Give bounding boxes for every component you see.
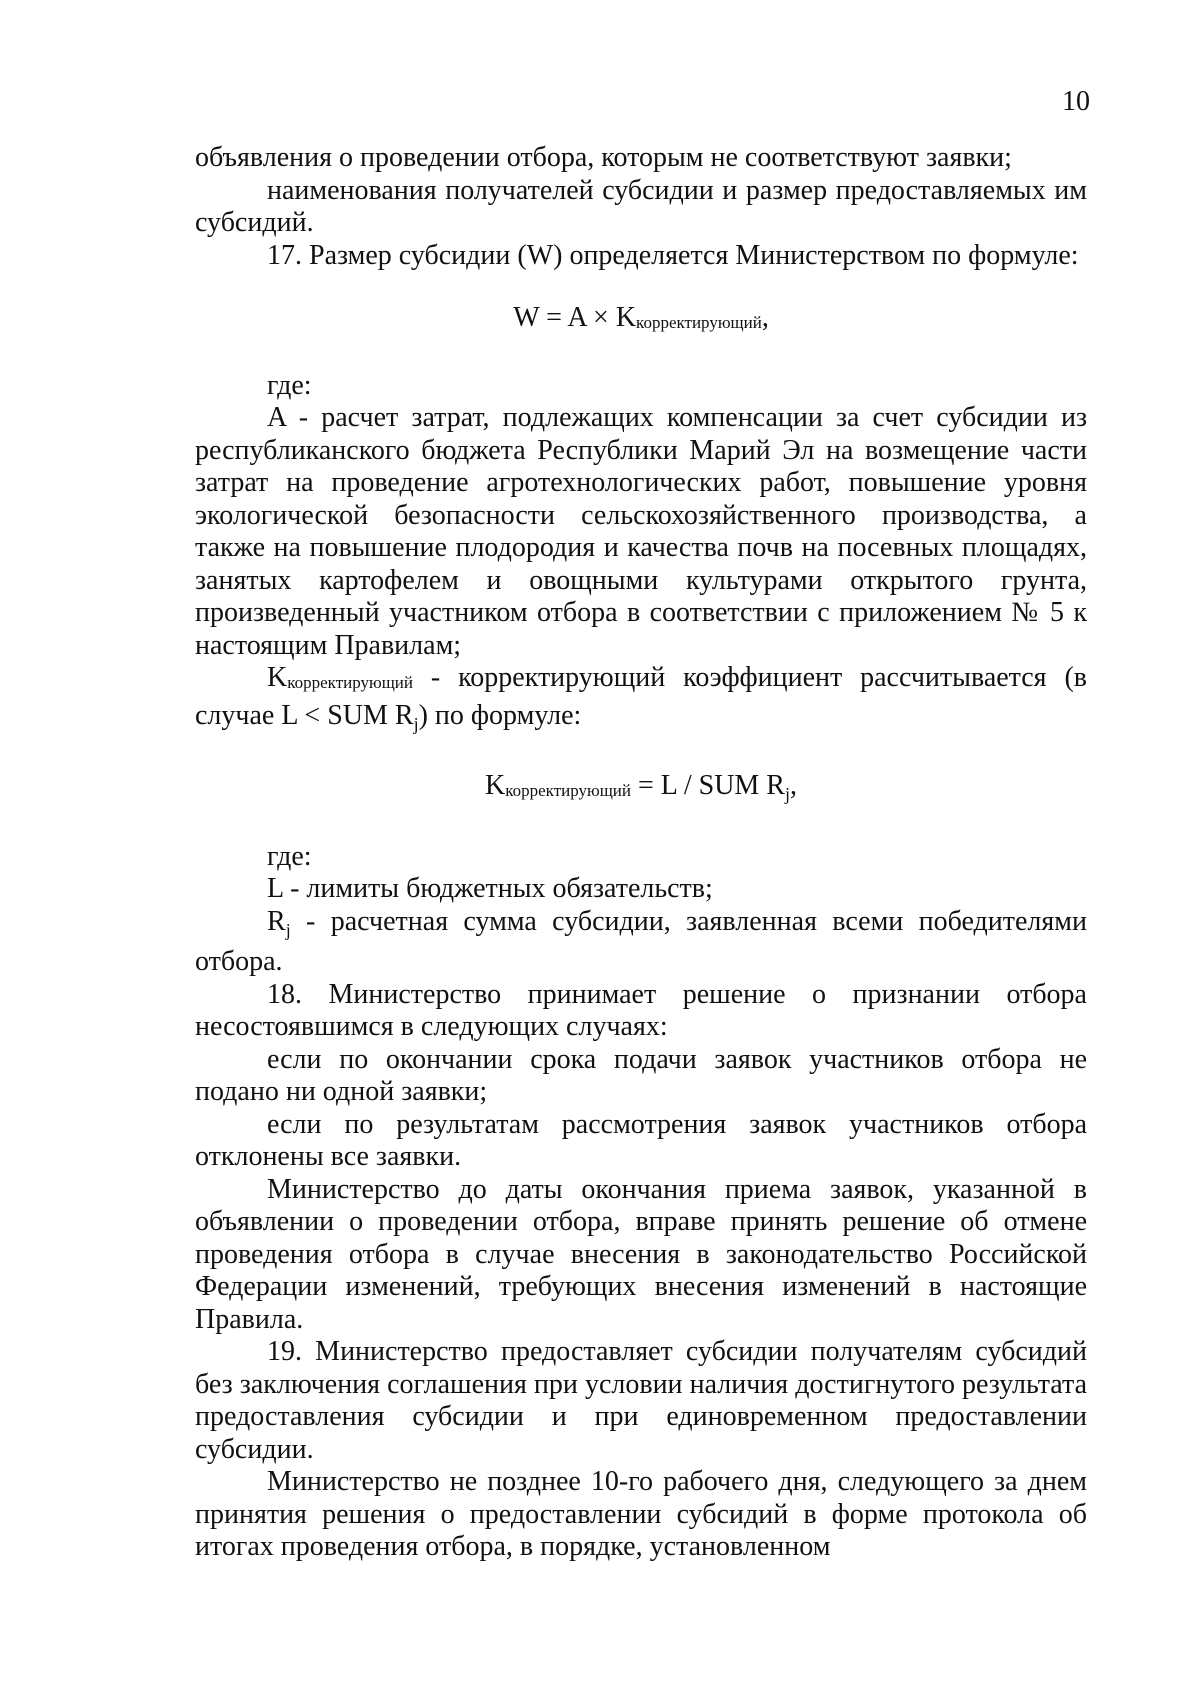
k-definition-text-end: ) по формуле: xyxy=(418,699,582,731)
formula-subsidy-k-subscript: корректирующий xyxy=(636,313,762,332)
paragraph-no-applications: если по окончании срока подачи заявок участников отбора не подано ни одной заявки; xyxy=(195,1043,1087,1107)
formula-subsidy-tail: , xyxy=(761,302,769,333)
formula-subsidy-w xyxy=(195,302,1087,340)
paragraph-cancellation: Министерство до даты окончания приема заявок, указанной в объявлении о проведении отбора, вправе принять решение об отмене проведения отбора в случае внесения в законодательство Российской Федерации изменений, требующих внесения изменений в настоящие Правила. xyxy=(195,1173,1087,1335)
document-body xyxy=(195,142,1087,1564)
k-definition-text: - корректирующий коэффициент рассчитывается (в случае L < SUM R xyxy=(195,662,1087,731)
paragraph-deadline: Министерство не позднее 10-го рабочего дня, следующего за днем принятия решения о предоставлении субсидий в форме протокола об итогах проведения отбора, в порядке, установленном xyxy=(195,1466,1087,1562)
paragraph-recipient-names: наименования получателей субсидии и размер предоставляемых им субсидий. xyxy=(195,174,1087,238)
paragraph-a-definition: A - расчет затрат, подлежащих компенсации за счет субсидии из республиканского бюджета Республики Марий Эл на возмещение части затрат на проведение агротехнологических работ, повышение уровня экологической безопасности сельскохозяйственного производства, а также на повышение плодородия и качества почв на посевных площадях, занятых картофелем и овощными культурами открытого грунта, произведенный участником отбора в соответствии с приложением № 5 к настоящим Правилам; xyxy=(195,402,1087,661)
paragraph-18-failed-selection: 18. Министерство принимает решение о признании отбора несостоявшимся в следующих случаях: xyxy=(195,978,1087,1042)
rj-definition-text: - расчетная сумма субсидии, заявленная всеми победителями отбора. xyxy=(195,905,1087,977)
k-subscript: корректирующий xyxy=(287,673,413,692)
paragraph-where-2: где: xyxy=(267,840,312,872)
k-symbol: K xyxy=(267,662,288,693)
formula-k-subscript: корректирующий xyxy=(505,781,631,800)
rj-symbol: R xyxy=(267,905,286,937)
paragraph-rj-definition xyxy=(195,906,1087,979)
formula-k-symbol: K xyxy=(484,770,506,801)
formula-subsidy-lhs: W = A × K xyxy=(513,302,637,333)
k-definition-rj-subscript: j xyxy=(413,713,419,734)
paragraph-17-subsidy-size: 17. Размер субсидии (W) определяется Министерством по формуле: xyxy=(267,239,1079,271)
formula-k-tail: , xyxy=(790,770,797,801)
paragraph-all-rejected: если по результатам рассмотрения заявок участников отбора отклонены все заявки. xyxy=(195,1108,1087,1172)
paragraph-announcement-tail: объявления о проведении отбора, которым не соответствуют заявки; xyxy=(195,142,1012,173)
paragraph-l-definition: L - лимиты бюджетных обязательств; xyxy=(267,873,713,904)
formula-correction-k xyxy=(195,770,1087,811)
paragraph-19-provision: 19. Министерство предоставляет субсидии получателям субсидий без заключения соглашения при условии наличия достигнутого результата предоставления субсидии и при единовременном предоставлении субсидии. xyxy=(195,1336,1087,1465)
rj-subscript: j xyxy=(285,919,291,940)
paragraph-k-definition xyxy=(195,662,1087,740)
paragraph-where-1: где: xyxy=(267,369,312,401)
page-number: 10 xyxy=(1062,86,1090,117)
formula-k-rj-subscript: j xyxy=(784,784,790,804)
formula-k-mid: = L / SUM R xyxy=(630,770,785,801)
